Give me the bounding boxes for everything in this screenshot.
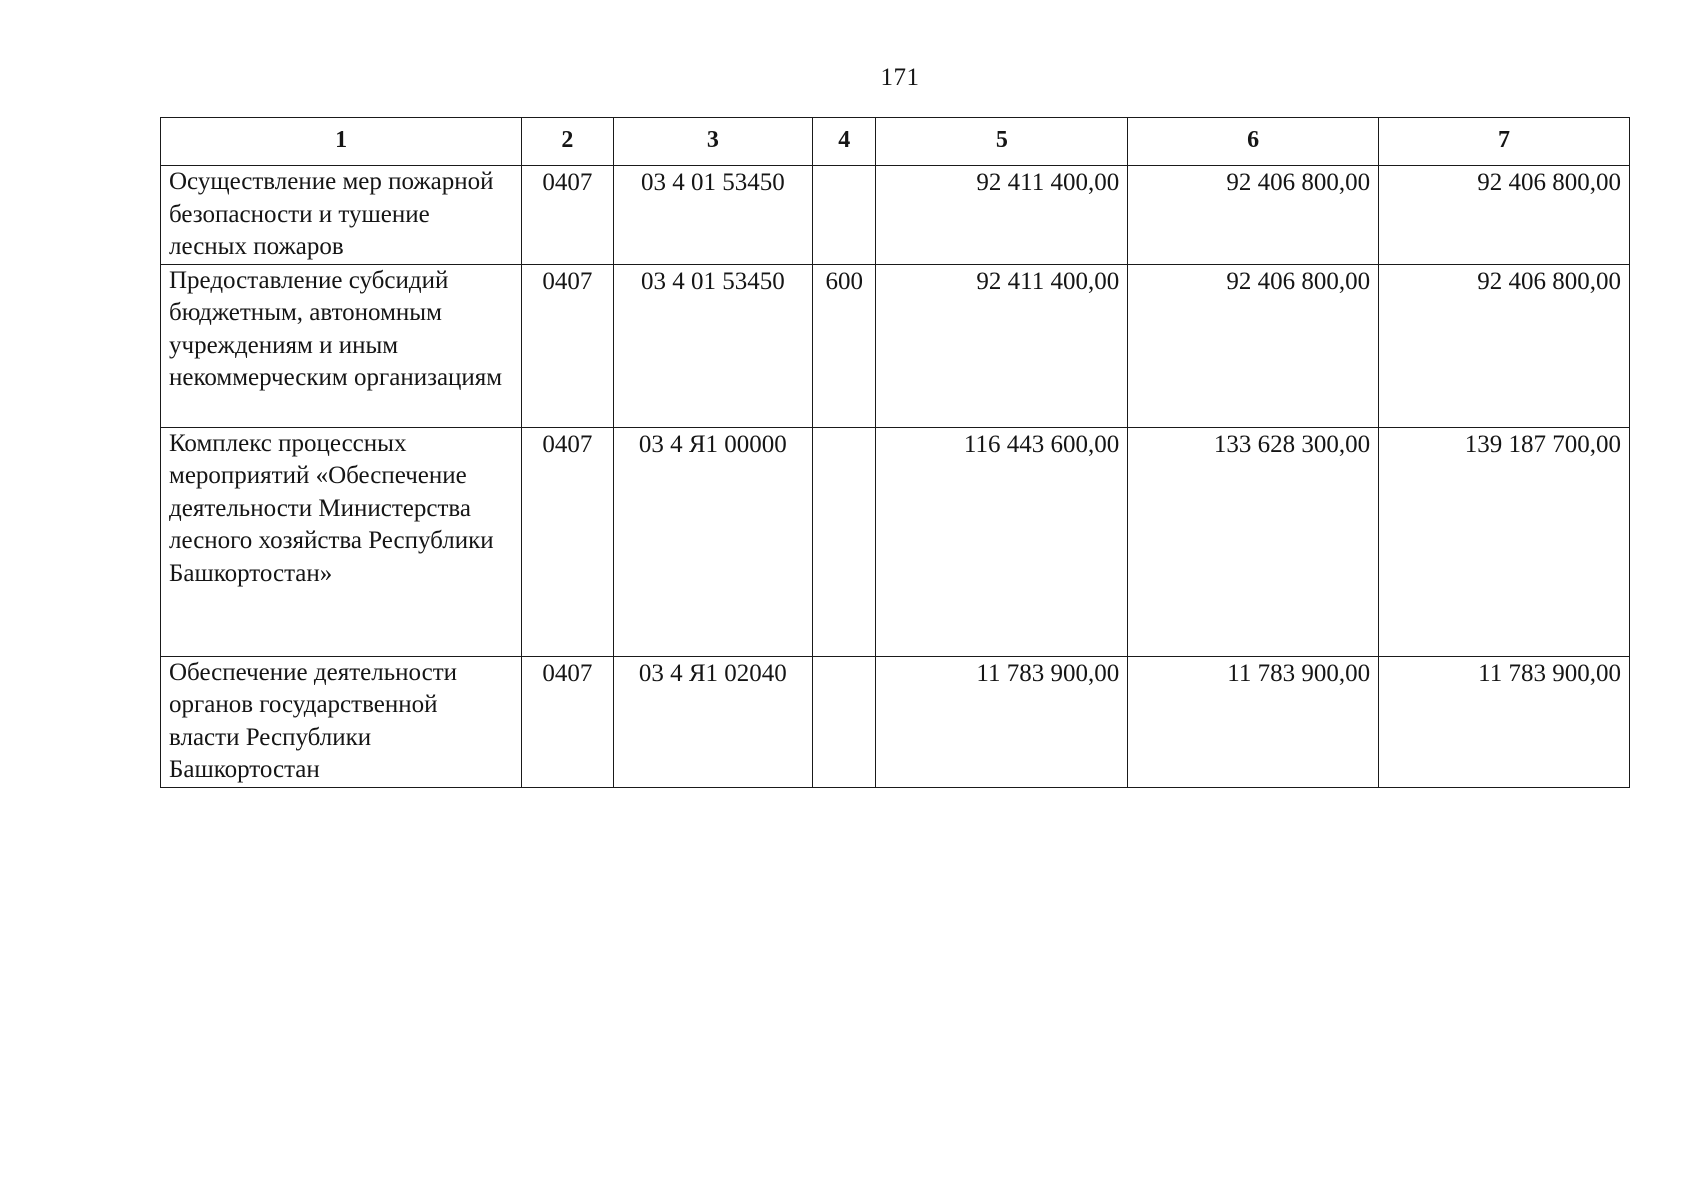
amount-year1-cell xyxy=(876,427,1128,656)
column-header-5: 5 xyxy=(876,118,1128,166)
amount-year1-cell xyxy=(876,166,1128,265)
target-article-cell xyxy=(613,656,813,787)
expense-type-cell xyxy=(813,656,876,787)
amount-year2-cell xyxy=(1128,166,1379,265)
expense-type-cell xyxy=(813,427,876,656)
section-cell xyxy=(522,166,613,265)
target-article-cell xyxy=(613,264,813,427)
target-article-value: 03 4 01 53450 xyxy=(640,169,785,196)
amount-year1-cell xyxy=(876,656,1128,787)
amount-year2-cell xyxy=(1128,656,1379,787)
column-header-2: 2 xyxy=(522,118,613,166)
row-name-cell: Предоставление субсидий бюджетным, автономным учреждениям и иным некоммерческим организациям xyxy=(161,264,522,427)
section-value: 0407 xyxy=(542,430,593,458)
amount-year2-value: 11 783 900,00 xyxy=(1227,659,1371,687)
row-name-cell: Комплекс процессных мероприятий «Обеспечение деятельности Министерства лесного хозяйства Республики Башкортостан» xyxy=(161,427,522,656)
section-cell xyxy=(522,656,613,787)
amount-year2-cell xyxy=(1128,427,1379,656)
target-article-value: 03 4 01 53450 xyxy=(640,267,785,295)
target-article-value: 03 4 Я1 02040 xyxy=(638,659,787,687)
row-name-cell: Обеспечение деятельности органов государственной власти Республики Башкортостан xyxy=(161,656,522,787)
section-value: 0407 xyxy=(542,659,593,687)
target-article-value: 03 4 Я1 00000 xyxy=(638,430,787,458)
target-article-cell xyxy=(613,427,813,656)
amount-year1-value: 116 443 600,00 xyxy=(963,430,1120,458)
expense-type-cell xyxy=(813,166,876,265)
section-cell xyxy=(522,427,613,656)
expense-type-cell xyxy=(813,264,876,427)
amount-year3-value: 92 406 800,00 xyxy=(1477,169,1621,196)
amount-year3-cell xyxy=(1379,264,1630,427)
column-header-3: 3 xyxy=(613,118,813,166)
page-number: 171 xyxy=(880,64,920,91)
column-header-4: 4 xyxy=(813,118,876,166)
amount-year2-value: 133 628 300,00 xyxy=(1213,430,1371,458)
section-value: 0407 xyxy=(542,267,593,295)
table-row xyxy=(161,166,1630,265)
amount-year3-cell xyxy=(1379,166,1630,265)
budget-table xyxy=(160,117,1630,788)
table-row xyxy=(161,264,1630,427)
row-name-cell: Осуществление мер пожарной безопасности и тушение лесных пожаров xyxy=(161,166,522,265)
amount-year1-value: 92 411 400,00 xyxy=(976,169,1120,196)
section-value: 0407 xyxy=(542,169,593,196)
amount-year3-value: 11 783 900,00 xyxy=(1478,659,1621,687)
column-header-7: 7 xyxy=(1379,118,1630,166)
amount-year2-cell xyxy=(1128,264,1379,427)
target-article-cell xyxy=(613,166,813,265)
header-row xyxy=(161,118,1630,166)
amount-year2-value: 92 406 800,00 xyxy=(1226,267,1371,295)
section-cell xyxy=(522,264,613,427)
amount-year1-cell xyxy=(876,264,1128,427)
amount-year1-value: 92 411 400,00 xyxy=(976,267,1120,295)
amount-year3-value: 92 406 800,00 xyxy=(1477,267,1621,295)
amount-year3-cell xyxy=(1379,656,1630,787)
expense-type-value xyxy=(821,657,867,658)
table-row xyxy=(161,656,1630,787)
expense-type-value xyxy=(821,166,867,167)
expense-type-value xyxy=(821,428,867,429)
column-header-6: 6 xyxy=(1128,118,1379,166)
amount-year1-value: 11 783 900,00 xyxy=(976,659,1120,687)
expense-type-value: 600 xyxy=(825,267,864,295)
amount-year3-cell xyxy=(1379,427,1630,656)
table-row xyxy=(161,427,1630,656)
column-header-1: 1 xyxy=(161,118,522,166)
amount-year3-value: 139 187 700,00 xyxy=(1464,430,1621,458)
amount-year2-value: 92 406 800,00 xyxy=(1226,169,1371,196)
